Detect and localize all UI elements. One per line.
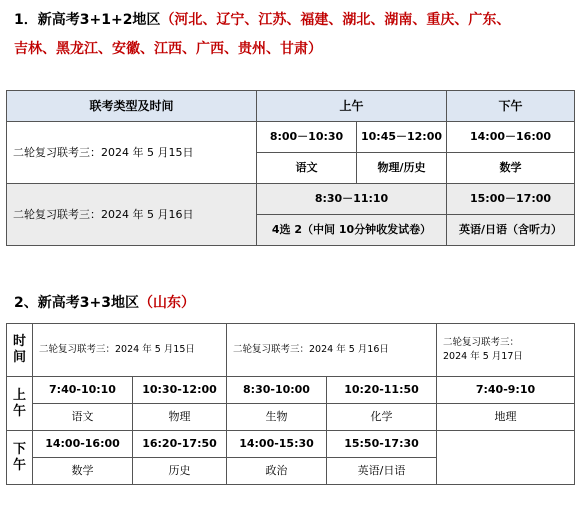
empty-cell: [437, 431, 575, 485]
time-cell: 14:00－16:00: [447, 122, 575, 153]
table-row: [7, 404, 575, 431]
day-header-2: 二轮复习联考三：2024 年 5 月16日: [227, 324, 437, 377]
corner-time-label: [7, 324, 33, 377]
time-cell: 15:50-17:30: [327, 431, 437, 458]
section2-heading: [14, 293, 195, 313]
table-header-row: [7, 324, 575, 377]
subject-cell: 4选 2（中间 10分钟收发试卷）: [257, 215, 447, 246]
day-header-3: [437, 324, 575, 377]
time-cell: 7:40-10:10: [33, 377, 133, 404]
table-row: [7, 184, 575, 215]
subject-cell: 语文: [257, 153, 357, 184]
morning-label: [7, 377, 33, 431]
time-cell: 10:30-12:00: [133, 377, 227, 404]
subject-cell: 数学: [447, 153, 575, 184]
time-cell: 10:45－12:00: [357, 122, 447, 153]
exam-day-1: 二轮复习联考三：2024 年 5 月15日: [7, 122, 257, 184]
subject-cell: 语文: [33, 404, 133, 431]
section2-title: 新高考3+3地区: [37, 295, 139, 311]
section2-number: 2、: [14, 295, 38, 311]
morning-char: 上: [12, 387, 26, 403]
schedule-table-3-1-2: [6, 90, 575, 246]
table-header-row: [7, 91, 575, 122]
time-cell: 14:00-16:00: [33, 431, 133, 458]
day-header-3-line2: 2024 年 5 月17日: [443, 351, 523, 362]
time-cell: 10:20-11:50: [327, 377, 437, 404]
subject-cell: 物理/历史: [357, 153, 447, 184]
time-cell: 8:30－11:10: [257, 184, 447, 215]
subject-cell: 地理: [437, 404, 575, 431]
table-row: [7, 431, 575, 458]
subject-cell: 政治: [227, 458, 327, 485]
subject-cell: 英语/日语（含听力）: [447, 215, 575, 246]
subject-cell: 历史: [133, 458, 227, 485]
subject-cell: 数学: [33, 458, 133, 485]
section1-regions-line1: （河北、辽宁、江苏、福建、湖北、湖南、重庆、广东、: [160, 12, 511, 28]
schedule-table-3-3: [6, 323, 575, 485]
time-cell: 14:00-15:30: [227, 431, 327, 458]
time-cell: 8:30-10:00: [227, 377, 327, 404]
exam-day-2: 二轮复习联考三：2024 年 5 月16日: [7, 184, 257, 246]
table-row: [7, 122, 575, 153]
table-row: [7, 377, 575, 404]
corner-char: 时: [12, 334, 26, 349]
subject-cell: 物理: [133, 404, 227, 431]
afternoon-char: 下: [12, 441, 26, 457]
time-cell: 16:20-17:50: [133, 431, 227, 458]
time-cell: 8:00－10:30: [257, 122, 357, 153]
header-afternoon: 下午: [447, 91, 575, 122]
day-header-3-line1: 二轮复习联考三：: [443, 337, 520, 348]
section1-title: 新高考3+1+2地区: [37, 12, 161, 28]
section2-region: （山东）: [138, 295, 195, 311]
subject-cell: 化学: [327, 404, 437, 431]
day-header-1: 二轮复习联考三：2024 年 5 月15日: [33, 324, 227, 377]
afternoon-char: 午: [12, 457, 26, 473]
morning-char: 午: [12, 403, 26, 419]
header-morning: 上午: [257, 91, 447, 122]
subject-cell: 英语/日语: [327, 458, 437, 485]
subject-cell: 生物: [227, 404, 327, 431]
corner-char: 间: [12, 350, 26, 365]
section1-regions-line2: 吉林、黑龙江、安徽、江西、广西、贵州、甘肃）: [14, 41, 322, 57]
afternoon-label: [7, 431, 33, 485]
section1-heading: [14, 10, 574, 59]
time-cell: 7:40-9:10: [437, 377, 575, 404]
time-cell: 15:00－17:00: [447, 184, 575, 215]
section1-number: 1．: [14, 12, 38, 28]
header-type-time: 联考类型及时间: [7, 91, 257, 122]
